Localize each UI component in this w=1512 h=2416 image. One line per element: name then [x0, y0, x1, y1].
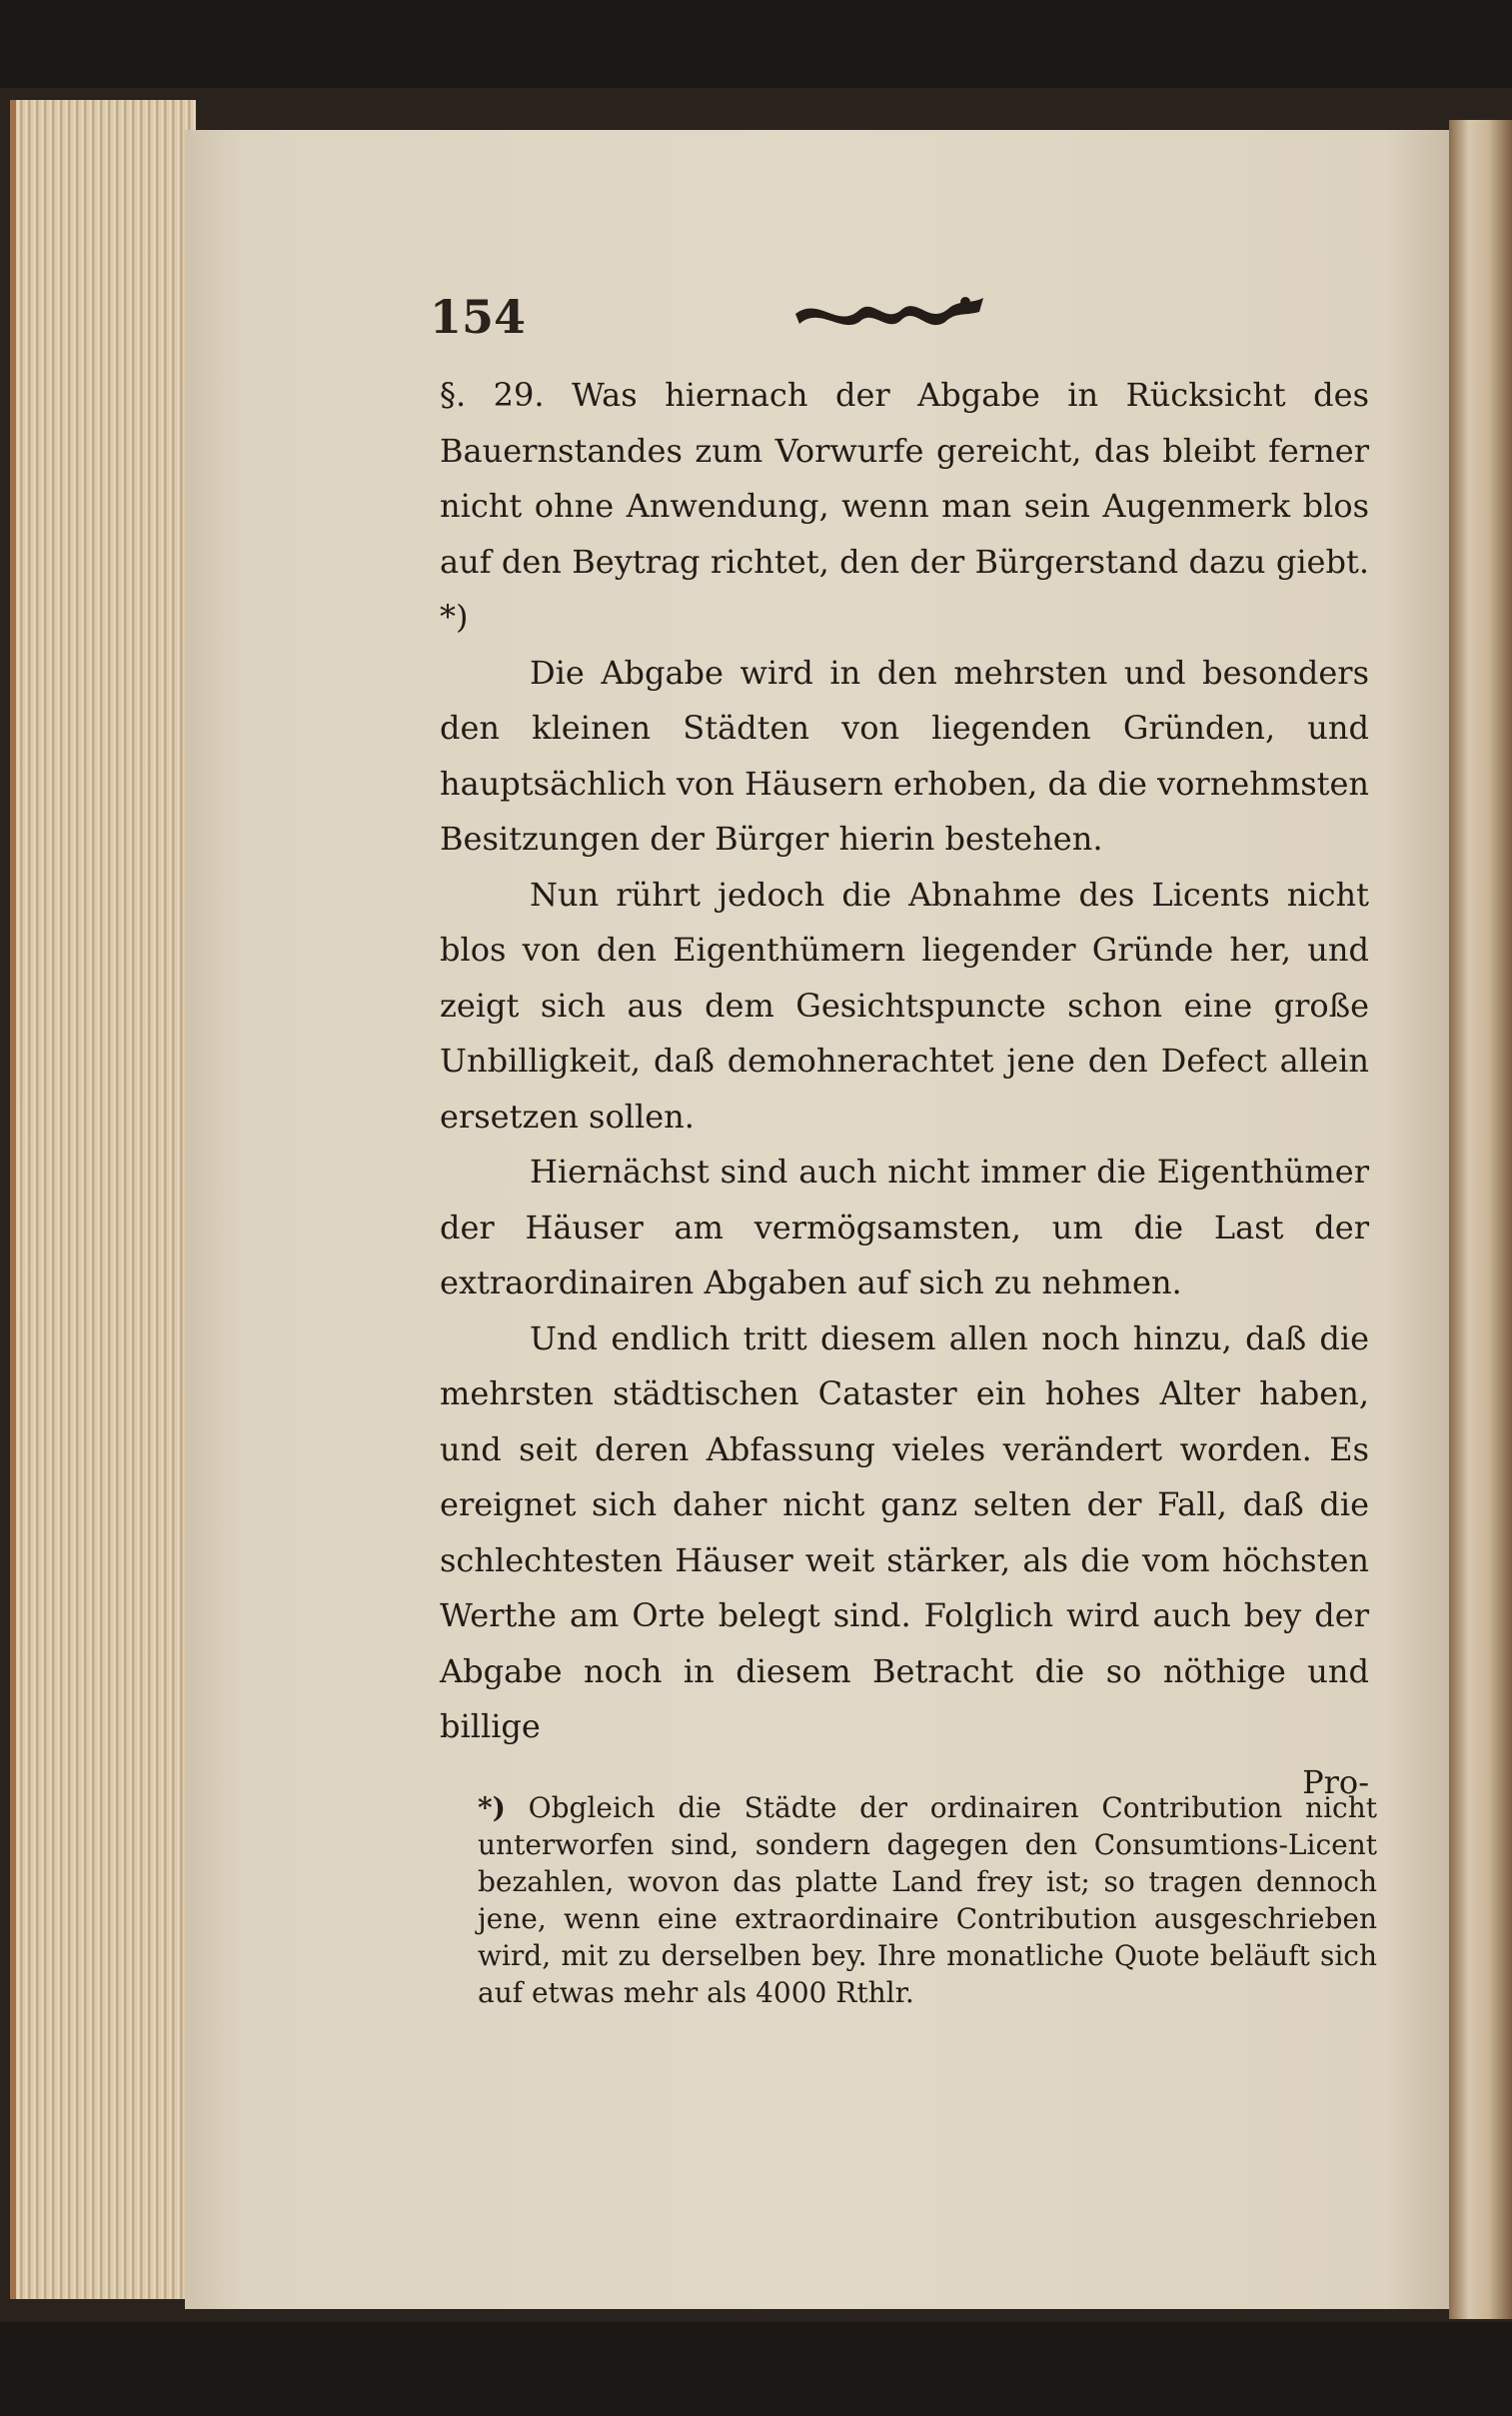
- page-edges-right: [1449, 120, 1512, 2319]
- paragraph-section-29: §. 29. Was hiernach der Abgabe in Rücksicht des Bauernstandes zum Vorwurfe gereicht, das bleibt ferner nicht ohne Anwendung, wenn man sein Augenmerk blos auf den Beytrag richtet, den der Bürgerstand dazu giebt. *): [440, 376, 1369, 636]
- footnote-text: Obgleich die Städte der ordinairen Contribution nicht unterworfen sind, sondern dagegen den Consumtions-Licent bezahlen, wovon das platte Land frey ist; so tragen dennoch jene, wenn eine extraordinaire Contribution ausgeschrieben wird, mit zu derselben bey. Ihre monatliche Quote beläuft sich auf etwas mehr als 4000 Rthlr.: [478, 1791, 1377, 2009]
- page-edges-left: [10, 100, 196, 2299]
- paragraph: Und endlich tritt diesem allen noch hinzu, daß die mehrsten städtischen Cataster ein hohes Alter haben, und seit deren Abfassung vieles verändert worden. Es ereignet sich daher nicht ganz selten der Fall, daß die schlechtesten Häuser weit stärker, als die vom höchsten Werthe am Orte belegt sind. Folglich wird auch bey der Abgabe noch in diesem Betracht die so nöthige und billige: [440, 1318, 1369, 1745]
- page-number: 154: [430, 290, 527, 344]
- page-header: [430, 290, 1389, 350]
- paragraph: Hiernächst sind auch nicht immer die Eigenthümer der Häuser am vermögsamsten, um die Last der extraordinairen Abgaben auf sich zu nehmen.: [440, 1153, 1369, 1301]
- ornament-icon: [789, 290, 989, 334]
- main-text: [440, 368, 1369, 1810]
- footnote: [478, 1789, 1377, 2011]
- paragraph: Nun rührt jedoch die Abnahme des Licents nicht blos von den Eigenthümern liegender Gründe her, und zeigt sich aus dem Gesichtspuncte schon eine große Unbilligkeit, daß demohnerachtet jene den Defect allein ersetzen sollen.: [440, 875, 1369, 1136]
- catchword: Pro-: [1302, 1762, 1369, 1801]
- footnote-marker: *): [478, 1791, 506, 1824]
- paragraph: Die Abgabe wird in den mehrsten und besonders den kleinen Städten von liegenden Gründen, und hauptsächlich von Häusern erhoben, da die vornehmsten Besitzungen der Bürger hierin bestehen.: [440, 653, 1370, 858]
